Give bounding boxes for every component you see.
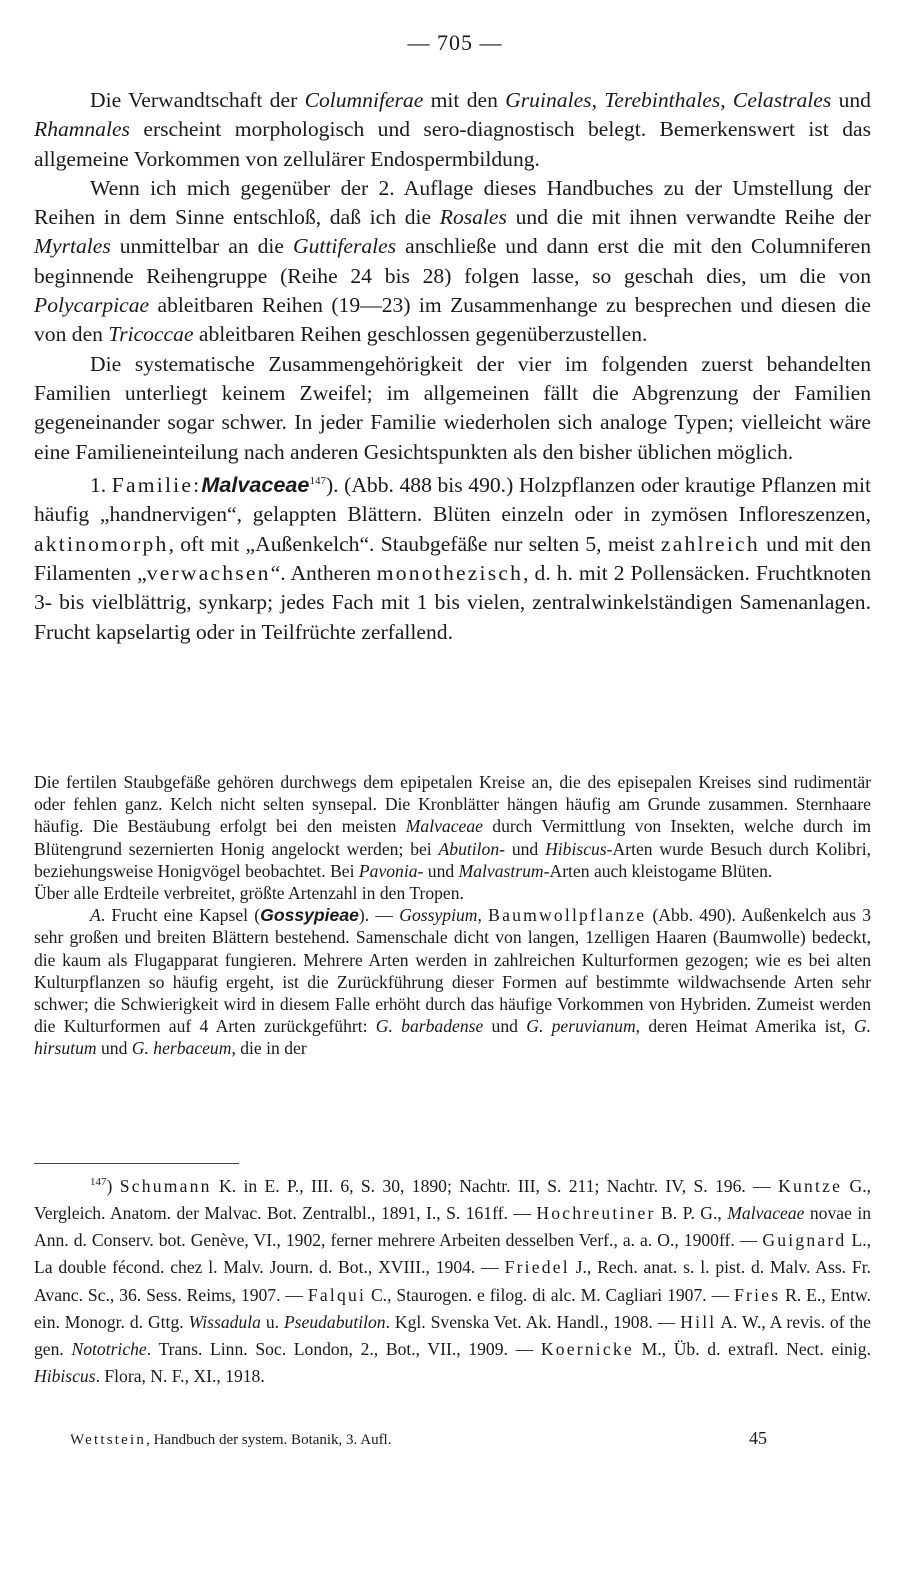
text-run: A. W., A revis. of the gen. (34, 1311, 871, 1360)
text-run: und die mit ihnen verwandte Reihe der (506, 205, 872, 230)
page-number: — 705 — (407, 30, 503, 55)
text-run: unmittelbar an die (110, 234, 293, 259)
text-run: durch Vermittlung von Insekten, welche durch im Blütengrund sezernierten Honig angelockt werden; bei (34, 816, 871, 859)
taxon-name: Rosales (439, 205, 507, 230)
taxon-name: Malvaceae (405, 816, 483, 837)
taxon-name: Abutilon (438, 838, 500, 859)
author-name: Hill (680, 1311, 717, 1332)
text-run: und (483, 1016, 527, 1037)
text-run: ) (106, 1175, 120, 1196)
emphasis: verwachsen (146, 560, 271, 585)
text-run: . Frucht eine Kapsel ( (100, 905, 261, 926)
text-run: (Abb. 490). Außenkelch aus 3 sehr großen und breiten Blättern bestehend. Samenschale dicht von langen, 1zelligen Haaren (Baumwolle) bedeckt, die kaum als Flugapparat fungieren. Mehrere Arten werden in zahlreichen Kulturformen gezogen; wie es bei alten Kulturpflanzen so häufig ergeht, ist die Zurückführung dieser Formen auf bestimmte wildwachsende Arten sehr schwer; die Schwierigkeit wird in diesem Falle erhöht durch das häufige Vorkommen von Hybriden. Zumeist werden die Kulturformen auf 4 Arten zurückgeführt: (34, 905, 872, 1037)
text-run: , oft mit „Außenkelch“. Staubgefäße nur selten 5, meist (168, 531, 661, 556)
text-run: -Arten wurde Besuch durch Kolibri, beziehungsweise Honigvögel beobachtet. Bei (34, 838, 871, 881)
text-run: Wenn ich mich gegenüber der 2. Auflage dieses Handbuches zu der Umstellung der Reihen in dem Sinne entschloß, daß ich die (34, 175, 871, 230)
taxon-name: Pseudabutilon (283, 1311, 386, 1332)
author-name: Kuntze (778, 1175, 843, 1196)
family-label: Familie: (111, 473, 202, 498)
taxon-name: Malvaceae (727, 1203, 805, 1224)
common-name: Baumwollpflanze (488, 905, 647, 926)
text-run: , d. h. mit 2 Pollensäcken. Fruchtknoten 3- bis vielblättrig, synkarp; jedes Fach mit 1 bis vielen, zentralwinkelständigen Samenanlagen. Frucht kapselartig oder in Teilfrüchte zerfallend. (34, 560, 871, 644)
text-run: novae in Ann. d. Conserv. bot. Genève, VI., 1902, ferner mehrere Arbeiten desselben Verf., a. a. O., 1900ff. — (34, 1203, 871, 1251)
taxon-name: Gruinales, Terebinthales, Celastrales (505, 88, 832, 112)
author-name: Friedel (504, 1257, 570, 1278)
text-run: Die fertilen Staubgefäße gehören durchwegs dem epipetalen Kreise an, die des episepalen Kreises sind rudimentär oder fehlen ganz. Kelch nicht selten synsepal. Die Kronblätter hängen häufig am Grunde zusammen. Sternhaare häufig. Die Bestäubung erfolgt bei den meisten (34, 772, 871, 837)
text-run: ). (Abb. 488 bis 490.) Holzpflanzen oder krautige Pflanzen mit häufig „handnervigen“, gelappten Blättern. Blüten einzeln oder in zymösen Infloreszenzen, (34, 473, 872, 527)
footer-author: Wettstein (70, 1432, 147, 1448)
main-text (34, 86, 871, 647)
author-name: Schumann (119, 1175, 212, 1196)
taxon-name: Hibiscus (545, 838, 607, 859)
text-run: Die Verwandtschaft der (90, 88, 305, 112)
taxon-name: Polycarpicae (34, 293, 150, 318)
text-run: ). — (358, 905, 400, 926)
taxon-name: Hibiscus (34, 1366, 96, 1387)
footer-title: , Handbuch der system. Botanik, 3. Aufl. (146, 1432, 392, 1448)
emphasis: monothezisch (376, 560, 524, 585)
paragraph-columniferae-relations (34, 86, 871, 174)
text-run: “. Antheren (270, 560, 377, 585)
footnote-147 (34, 1169, 871, 1390)
text-run: und (831, 88, 871, 112)
taxon-name: Malvastrum (458, 860, 544, 881)
text-run: anschließe und dann erst die mit den Columniferen beginnende Reihengruppe (Reihe 24 bis 28) folgen lasse, so geschah dies, um die von (34, 234, 871, 288)
paragraph-malvaceae-description (34, 467, 871, 647)
text-run: , deren Heimat Amerika ist, (635, 1016, 854, 1037)
text-run: C., Staurogen. e filog. di alc. M. Cagliari 1907. — (366, 1284, 735, 1305)
taxon-name: Columniferae (304, 88, 424, 112)
text-run: . Trans. Linn. Soc. London, 2., Bot., VII., 1909. — (146, 1339, 541, 1360)
text-run: B. P. G., (655, 1203, 728, 1224)
text-run: erscheint morphologisch und sero-diagnostisch belegt. Bemerkenswert ist das allgemeine Vorkommen von zellulärer Endospermbildung. (34, 117, 871, 171)
taxon-name: Myrtales (34, 234, 111, 259)
author-name: Koernicke (540, 1339, 634, 1360)
text-run: M., Üb. d. extrafl. Nect. einig. (633, 1339, 871, 1360)
text-run: G., Vergleich. Anatom. der Malvac. Bot. Zentralbl., 1891, I., S. 161ff. — (34, 1175, 871, 1224)
paragraph-distribution: Über alle Erdteile verbreitet, größte Artenzahl in den Tropen. (34, 883, 464, 904)
text-run: ableitbaren Reihen geschlossen gegenüberzustellen. (193, 322, 648, 347)
text-run: u. (260, 1311, 284, 1332)
taxon-name: Nototriche (71, 1339, 147, 1360)
author-name: Hochreutiner (536, 1203, 656, 1224)
text-run: . Kgl. Svenska Vet. Ak. Handl., 1908. — (385, 1311, 681, 1332)
sheet-signature: 45 (749, 1428, 767, 1448)
taxon-name: Guttiferales (293, 234, 397, 259)
genus-name: Gossypium (399, 905, 478, 926)
footnotes (34, 1169, 871, 1390)
text-run: , (477, 905, 489, 926)
author-name: Falqui (307, 1284, 367, 1305)
paragraph-pollination (34, 771, 871, 882)
text-run: J., Rech. anat. s. l. pist. d. Malv. Ass. Fr. Avanc. Sc., 36. Sess. Reims, 1907. — (34, 1257, 871, 1305)
tribe-name: Gossypieae (260, 905, 359, 926)
text-run: -Arten auch kleistogame Blüten. (543, 860, 773, 881)
taxon-name: Rhamnales (34, 117, 130, 142)
text-run: und mit den Filamenten „ (34, 531, 871, 585)
text-run: R. E., Entw. ein. Monogr. d. Gttg. (34, 1284, 871, 1332)
species-name: G. hirsutum (34, 1016, 871, 1059)
family-name: Malvaceae (201, 472, 310, 498)
author-name: Fries (734, 1284, 781, 1305)
text-run: - und (499, 838, 546, 859)
footer-citation (70, 1432, 770, 1449)
footnote-reference: 147 (309, 474, 326, 487)
species-name: G. barbadense (375, 1016, 484, 1037)
paragraph-gossypieae (34, 904, 871, 1059)
text-run: - und (417, 860, 459, 881)
section-letter: A (90, 905, 101, 926)
text-run: , die in der (231, 1038, 307, 1059)
species-name: G. herbaceum (131, 1038, 232, 1059)
species-name: G. peruvianum (526, 1016, 636, 1037)
emphasis: zahlreich (660, 531, 760, 556)
text-run: . Flora, N. F., XI., 1918. (95, 1366, 265, 1387)
text-run: mit den (423, 88, 506, 112)
taxon-name: Tricoccae (108, 322, 194, 347)
taxon-name: Wissadula (188, 1311, 261, 1332)
paragraph-order-rearrangement (34, 174, 871, 350)
taxon-name: Pavonia (358, 860, 418, 881)
text-run: L., La double fécond. chez l. Malv. Journ. d. Bot., XVIII., 1904. — (34, 1230, 871, 1278)
text-run: 1. (90, 473, 112, 498)
small-print-section (34, 771, 871, 1060)
text-run: K. in E. P., III. 6, S. 30, 1890; Nachtr. III, S. 211; Nachtr. IV, S. 196. — (211, 1175, 779, 1196)
text-run: und (96, 1038, 132, 1059)
author-name: Guignard (762, 1230, 847, 1251)
paragraph-family-grouping: Die systematische Zusammengehörigkeit der vier im folgenden zuerst behandelten Familien unterliegt keinem Zweifel; im allgemeinen fällt die Abgrenzung der Familien gegeneinander sogar schwer. In jeder Familie wiederholen sich analoge Typen; vielleicht wäre eine Familieneinteilung nach anderen Gesichtspunkten als den bisher üblichen möglich. (34, 351, 871, 464)
footnote-marker: 147 (90, 1176, 107, 1188)
text-run: ableitbaren Reihen (19—23) im Zusammenhange zu besprechen und diesen die von den (34, 293, 871, 347)
emphasis: aktinomorph (34, 531, 169, 556)
footnote-divider (34, 1163, 239, 1164)
